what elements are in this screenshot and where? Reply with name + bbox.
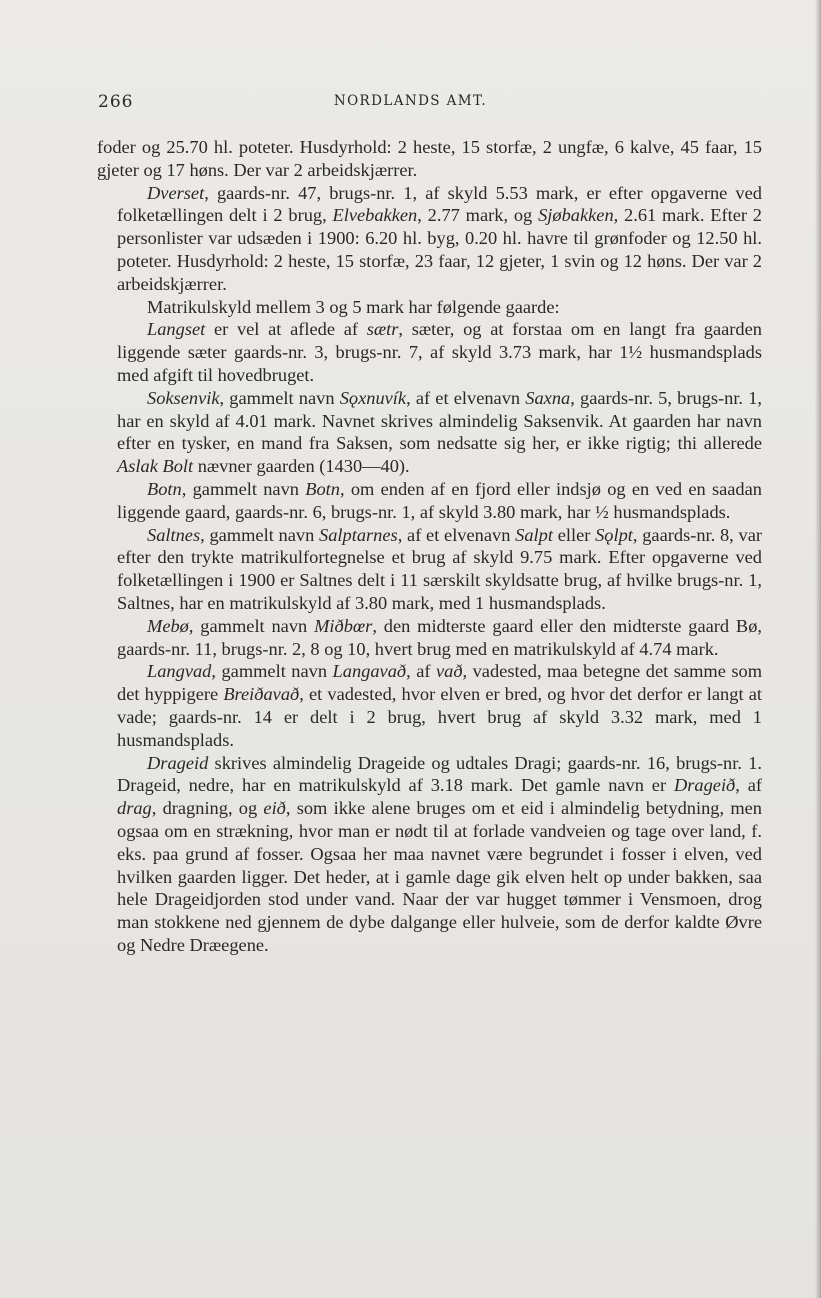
text-run: , gammelt navn	[181, 478, 306, 499]
italic-name: Drageið	[673, 775, 736, 796]
text-run: , gammelt navn	[200, 524, 320, 545]
italic-name: Langavað	[332, 661, 407, 682]
italic-name: Sǫlpt	[595, 524, 633, 545]
italic-name: Breiðavað	[223, 684, 300, 705]
text-run: , af	[406, 661, 436, 682]
paragraph-langset	[117, 318, 762, 386]
italic-name: drag	[117, 798, 152, 819]
paragraph-dverset	[117, 182, 762, 296]
text-run: Matrikulskyld mellem 3 og 5 mark har følgende gaarde:	[147, 296, 560, 317]
paragraph-langvad	[117, 660, 762, 751]
text-run: , gammelt navn	[219, 387, 340, 408]
italic-name: Mebø	[147, 615, 189, 636]
italic-name: Sjøbakken	[538, 205, 614, 226]
text-run: , 2.61 mark. Efter 2 personlister var udsæden i 1900: 6.20 hl. byg, 0.20 hl. havre til grønfoder og 12.50 hl. poteter. Husdyrhold: 2 heste, 15 storfæ, 23 faar, 12 gjeter, 1 svin og 12 høns. Der var 2 arbeidskjærrer.	[117, 205, 763, 294]
text-run: , om enden af en fjord eller indsjø og en ved en saadan liggende gaard, gaards-nr. 6, brugs-nr. 1, af skyld 3.80 mark, har ½ husmandsplads.	[117, 478, 762, 522]
text-run: skrives almindelig Drageide og udtales Dragi; gaards-nr. 16, brugs-nr. 1. Drageid, nedre, har en matrikulskyld af 3.18 mark. Det gamle navn er	[117, 752, 762, 796]
text-run: , af et elvenavn	[397, 524, 516, 545]
italic-name: Elvebakken	[332, 205, 418, 226]
text-run: er vel at aflede af	[205, 319, 367, 340]
text-run: , den midterste gaard eller den midterste gaard Bø, gaards-nr. 11, brugs-nr. 2, 8 og 10, hvert brug med en matrikulskyld af 4.74 mark.	[117, 615, 762, 659]
italic-name: Miðbœr	[314, 615, 373, 636]
italic-name: vað	[435, 661, 463, 682]
text-run: eller	[552, 524, 596, 545]
paragraph-saltnes	[117, 524, 762, 615]
italic-name: Soksenvik	[147, 387, 220, 408]
italic-name: Salpt	[515, 524, 553, 545]
italic-name: Dverset	[147, 182, 205, 203]
body-text	[97, 136, 763, 957]
paragraph-drageid	[117, 752, 762, 957]
text-run: , gaards-nr. 8, var efter den trykte matrikulfortegnelse et brug af skyld 9.75 mark. Efter opgaverne ved folketællingen i 1900 er Saltnes delt i 11 særskilt skyldsatte brug, af hvilke brugs-nr. 1, Saltnes, har en matrikulskyld af 3.80 mark, med 1 husmandsplads.	[117, 524, 762, 613]
running-head: NORDLANDS AMT.	[333, 93, 488, 109]
italic-name: Sǫxnuvík	[339, 387, 407, 408]
text-run: , gammelt navn	[188, 615, 315, 636]
paragraph-mebo	[117, 615, 762, 661]
paragraph-matrikulskyld	[117, 296, 762, 319]
text-run: foder og 25.70 hl. poteter. Husdyrhold: 2 heste, 15 storfæ, 2 ungfæ, 6 kalve, 45 faar, 15 gjeter og 17 høns. Der var 2 arbeidskjærrer.	[97, 137, 762, 180]
text-run: , gammelt navn	[211, 661, 333, 682]
page-edge-shadow	[815, 0, 821, 1298]
italic-name: Botn	[305, 478, 340, 499]
italic-name: Langset	[147, 319, 206, 340]
italic-name: Langvad	[147, 661, 212, 682]
text-run: , vadested, maa betegne det samme som det hyppigere	[117, 661, 762, 705]
italic-name: Botn	[147, 478, 182, 499]
text-run: , gaards-nr. 5, brugs-nr. 1, har en skyld af 4.01 mark. Navnet skrives almindelig Saksenvik. At gaarden har navn efter en tysker, en mand fra Saksen, som nedsatte sig her, er ikke rigtig; thi allerede	[117, 387, 762, 454]
text-run: , 2.77 mark, og	[417, 205, 539, 226]
text-run: , af	[735, 775, 762, 796]
paragraph-soksenvik	[117, 387, 762, 478]
italic-name: sætr	[366, 319, 399, 340]
text-run: , et vadested, hvor elven er bred, og hvor det derfor er langt at vade; gaards-nr. 14 er delt i 2 brug, hvert brug af skyld 3.32 mark, med 1 husmandsplads.	[117, 684, 762, 750]
page-number: 266	[98, 92, 134, 112]
italic-name: Salptarnes	[319, 524, 398, 545]
italic-name: Saxna	[525, 387, 571, 408]
paragraph-botn	[117, 478, 762, 524]
italic-name: Saltnes	[147, 524, 201, 545]
text-run: , som ikke alene bruges om et eid i almindelig betydning, men ogsaa om en strækning, hvor man er nødt til at forlade vandveien og tage over land, f. eks. paa grund af fosser. Ogsaa her maa navnet være begrundet i fosser i elven, ved hvilken gaarden ligger. Det heder, at i gamle dage gik elven helt op under bakken, saa hele Drageidjorden stod under vand. Naar der var hugget tømmer i Vensmoen, drog man stokkene ned gjennem de dybe dalgange eller hulveie, som de derfor kaldte Øvre og Nedre Dræegene.	[117, 798, 762, 955]
text-run: , dragning, og	[151, 798, 264, 819]
text-run: , gaards-nr. 47, brugs-nr. 1, af skyld 5.53 mark, er efter opgaverne ved folketællingen delt i 2 brug,	[117, 182, 762, 226]
italic-name: Aslak Bolt	[117, 456, 194, 477]
text-run: , sæter, og at forstaa om en langt fra gaarden liggende sæter gaards-nr. 3, brugs-nr. 7, af skyld 3.73 mark, har 1½ husmandsplads med afgift til hovedbruget.	[117, 319, 762, 385]
italic-name: eið	[263, 798, 286, 819]
paragraph-continuation	[97, 136, 762, 182]
italic-name: Drageid	[147, 752, 209, 773]
text-run: , af et elvenavn	[406, 387, 526, 408]
text-run: nævner gaarden (1430—40).	[193, 456, 410, 477]
